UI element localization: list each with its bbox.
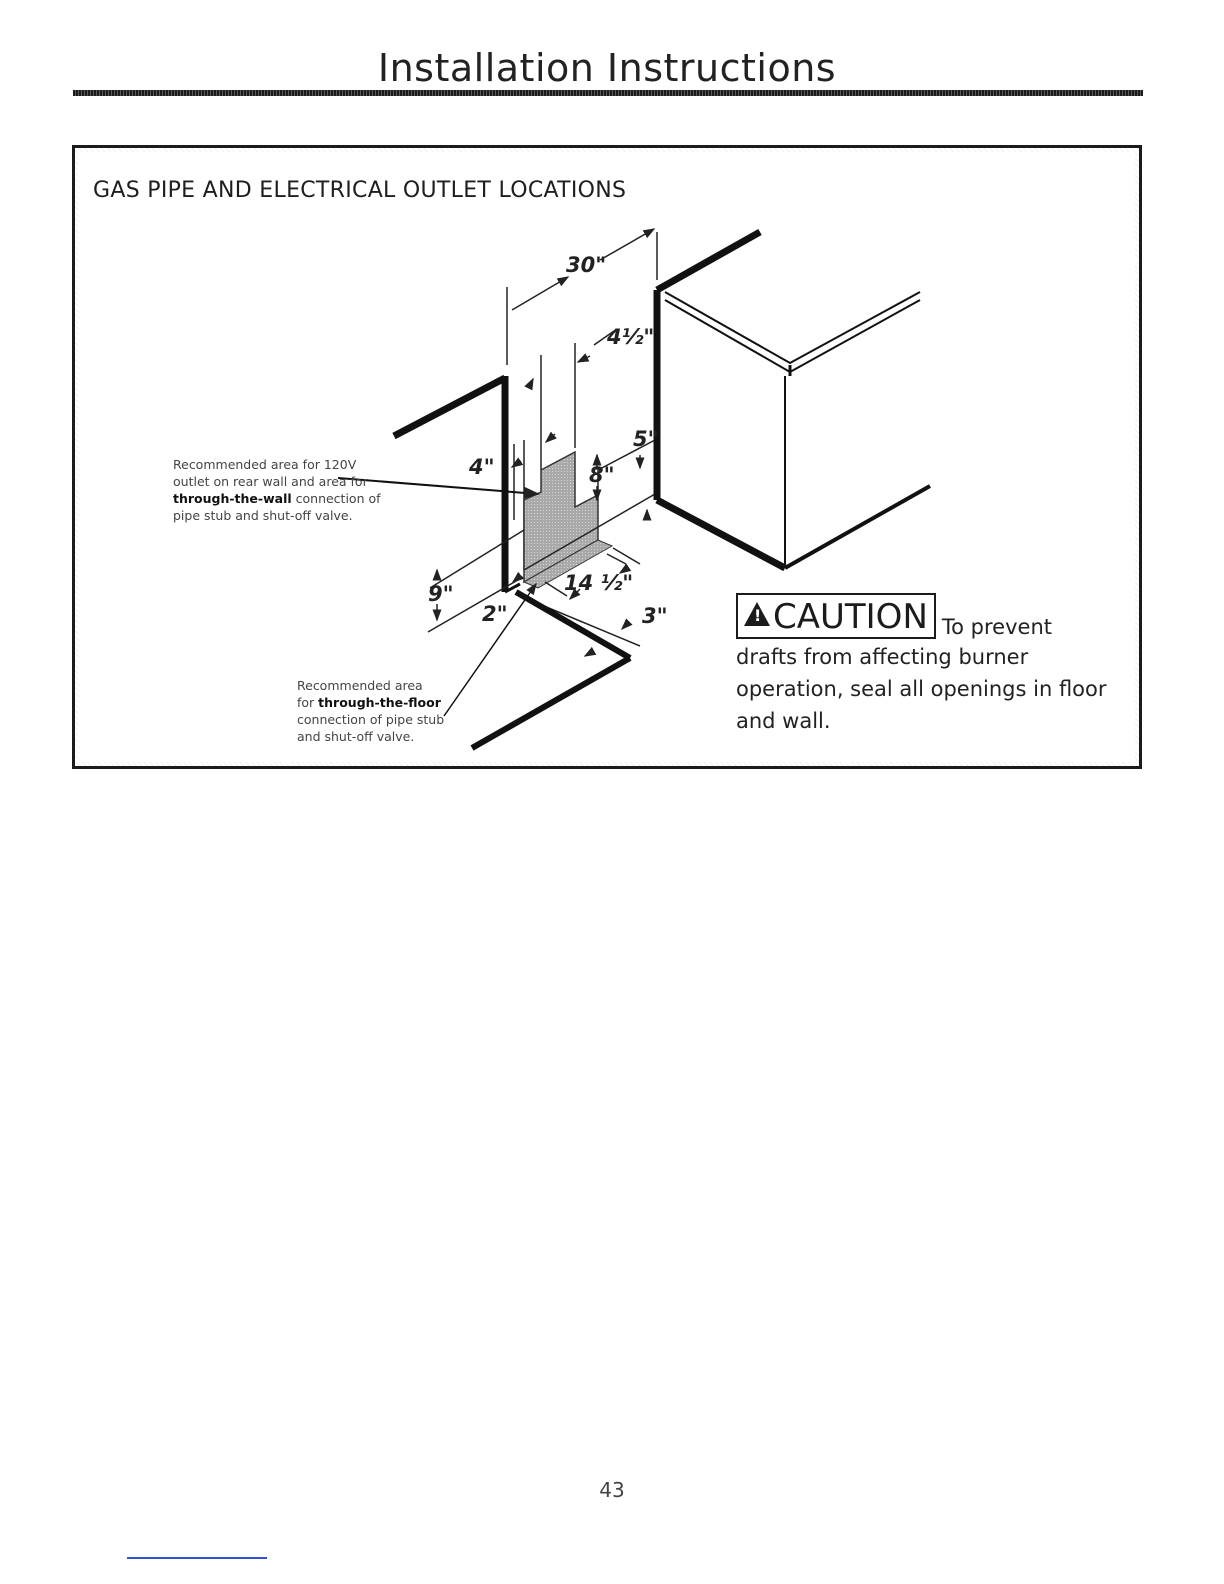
wall-callout-rest: connection of	[291, 491, 381, 506]
floor-callout-for: for	[297, 695, 319, 710]
floor-callout-line: Recommended area	[297, 678, 423, 693]
caution-text: drafts from affecting burner operation, seal all openings in floor and wall.	[736, 645, 1107, 733]
caution-badge	[736, 593, 936, 639]
wall-callout-line: outlet on rear wall and area for	[173, 474, 368, 489]
dim-floor-gap: 2"	[482, 602, 508, 626]
dim-side-offset: 4½"	[607, 325, 655, 349]
dim-top-offset: 5"	[633, 427, 659, 451]
wall-callout-line: Recommended area for 120V	[173, 457, 357, 472]
dim-floor-height: 9"	[428, 582, 454, 606]
caution-header-row	[736, 593, 1116, 639]
floor-callout	[297, 677, 457, 745]
wall-callout-line: pipe stub and shut-off valve.	[173, 508, 353, 523]
page-title: Installation Instructions	[377, 46, 837, 90]
warning-triangle-icon	[744, 602, 770, 626]
caution-notice	[736, 593, 1116, 737]
dim-floor-depth: 14 ½"	[564, 571, 634, 595]
page-number: 43	[599, 1478, 625, 1502]
wall-callout	[173, 456, 383, 524]
floor-callout-line: and shut-off valve.	[297, 729, 415, 744]
wall-callout-bold: through-the-wall	[173, 491, 292, 506]
right-cabinet	[657, 232, 930, 568]
floor-callout-bold: through-the-floor	[318, 695, 441, 710]
dim-width: 30"	[566, 253, 607, 277]
dim-front-offset: 3"	[642, 604, 668, 628]
caution-label: CAUTION	[773, 597, 928, 637]
dim-outlet-height: 8"	[589, 463, 615, 487]
footer-link-line	[127, 1557, 267, 1559]
floor-callout-line: connection of pipe stub	[297, 712, 445, 727]
caution-lead: To prevent	[941, 615, 1052, 639]
floor-callout-line	[297, 694, 457, 711]
dim-wall-gap: 4"	[469, 455, 495, 479]
panel-title: GAS PIPE AND ELECTRICAL OUTLET LOCATIONS	[93, 178, 627, 203]
wall-callout-line	[173, 490, 383, 507]
